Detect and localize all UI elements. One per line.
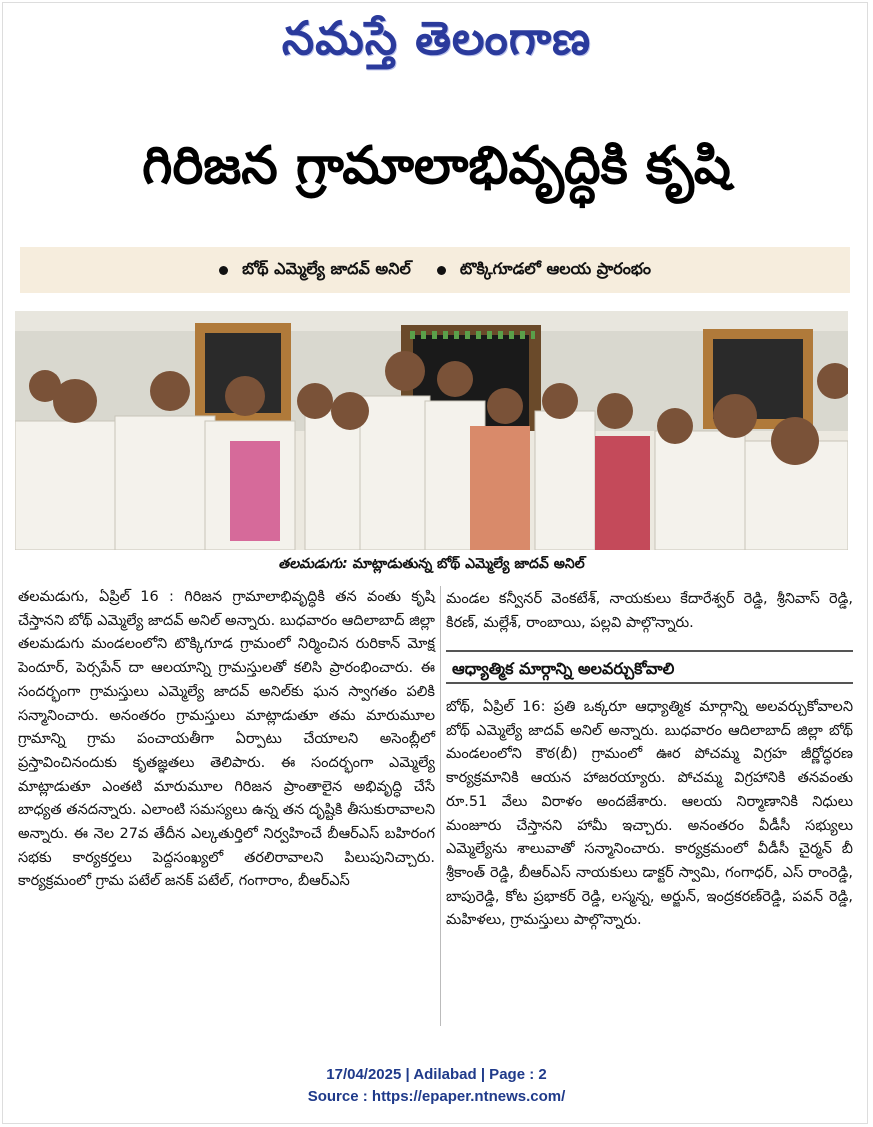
bullet-icon xyxy=(437,266,446,275)
subheading-item xyxy=(219,259,411,282)
footer-source-link[interactable]: Source : https://epaper.ntnews.com/ xyxy=(307,1088,566,1105)
article2-column xyxy=(446,696,853,933)
newspaper-masthead: నమస్తే తెలంగాణ xyxy=(281,11,592,65)
article-right-continuation xyxy=(446,588,853,635)
subheading-item xyxy=(437,259,651,282)
bullet-icon xyxy=(219,266,228,275)
article2-heading: ఆధ్యాత్మిక మార్గాన్ని అలవర్చుకోవాలి xyxy=(446,650,853,684)
caption-text: మాట్లాడుతున్న బోథ్ ఎమ్మెల్యే జాదవ్ అనిల్ xyxy=(347,556,585,572)
subheading-text: టొక్కిగూడలో ఆలయ ప్రారంభం xyxy=(459,258,651,278)
headline: గిరిజన గ్రామాలాభివృద్ధికి కృషి xyxy=(142,136,731,196)
article-body-continued: మండల కన్వీనర్ వెంకటేశ్, నాయకులు కేదారేశ్వర్ రెడ్డి, శ్రీనివాస్ రెడ్డి, కిరణ్, మల్లేశ్, రాంబాయి, పల్లవి పాల్గొన్నారు. xyxy=(446,591,853,631)
article-body: తలమడుగు, ఏప్రిల్ 16 : గిరిజన గ్రామాలాభివృద్ధికి తన వంతు కృషి చేస్తానని బోథ్ ఎమ్మెల్యే జాదవ్ అనిల్ అన్నారు. బుధవారం ఆదిలాబాద్ జిల్లా తలమడుగు మండలంలోని టొక్కిగూడ గ్రామంలో నిర్మించిన రురికాన్ మోక్ష పెందూర్, పెర్సపేన్ దా ఆలయాన్ని గ్రామస్తులతో కలిసి ప్రారంభించారు. ఈ సందర్భంగా గ్రామస్తులు ఎమ్మెల్యే జాదవ్ అనిల్‌కు ఘన స్వాగతం పలికి సన్మానించారు. అనంతరం గ్రామస్తులు మాట్లాడుతూ తమ మారుమూల గ్రామాన్ని గ్రామ పంచాయతీగా ఏర్పాటు చేయాలని అసెంబ్లీలో ప్రస్తావించినందుకు కృతజ్ఞతలు తెలిపారు. ఈ సందర్భంగా ఎమ్మెల్యే మాట్లాడుతూ ఎంతటి మారుమూల గిరిజన ప్రాంతాలైన అభివృద్ధి చేసే బాధ్యత తనదన్నారు. ఎలాంటి సమస్యలు ఉన్న తన దృష్టికి తీసుకురావాలని అన్నారు. ఈ నెల 27వ తేదీన ఎల్కతుర్తిలో నిర్వహించే బీఆర్‌ఎస్ బహిరంగ సభకు కార్యకర్తలు పెద్దసంఖ్యలో తరలిరావాలని పిలుపునిచ్చారు. కార్యక్రమంలో గ్రామ పటేల్ జనక్ పటేల్, గంగారాం, బీఆర్‌ఎస్ xyxy=(18,589,435,890)
news-photo xyxy=(15,311,848,550)
caption-place: తలమడుగు: xyxy=(278,556,348,572)
subheading-text: బోథ్ ఎమ్మెల్యే జాదవ్ అనిల్ xyxy=(242,258,411,278)
footer-date-line: 17/04/2025 | Adilabad | Page : 2 xyxy=(326,1066,547,1083)
column-divider xyxy=(440,586,441,1026)
article-left-column xyxy=(18,586,435,894)
article2-body: బోథ్, ఏప్రిల్ 16: ప్రతి ఒక్కరూ ఆధ్యాత్మిక మార్గాన్ని అలవర్చుకోవాలని బోథ్ ఎమ్మెల్యే జాదవ్ అనిల్ అన్నారు. బుధవారం ఆదిలాబాద్ జిల్లా బోథ్ మండలంలోని కౌఠ(బీ) గ్రామంలో ఊర పోచమ్మ విగ్రహ జీర్ణోద్ధరణ కార్యక్రమానికి ఆయన హాజరయ్యారు. పోచమ్మ విగ్రహానికి తనవంతు రూ.51 వేలు విరాళం అందజేశారు. ఆలయ నిర్మాణానికి నిధులు మంజూరు చేస్తానని హామీ ఇచ్చారు. అనంతరం వీడీసీ సభ్యులు ఎమ్మెల్యేను శాలువాతో సన్మానించారు. కార్యక్రమంలో వీడీసీ చైర్మన్ బీ శ్రీకాంత్ రెడ్డి, బీఆర్‌ఎస్ నాయకులు డాక్టర్ స్వామి, గంగాధర్, ఎస్ రాంరెడ్డి, బాపురెడ్డి, కోట ప్రభాకర్ రెడ్డి, లస్మన్న, అర్జున్, ఇంద్రకరణ్‌రెడ్డి, పవన్ రెడ్డి, మహిళలు, గ్రామస్తులు పాల్గొన్నారు. xyxy=(446,699,853,929)
group-photo-icon xyxy=(15,311,848,550)
photo-caption xyxy=(15,551,848,577)
subheading-bar xyxy=(20,247,850,293)
